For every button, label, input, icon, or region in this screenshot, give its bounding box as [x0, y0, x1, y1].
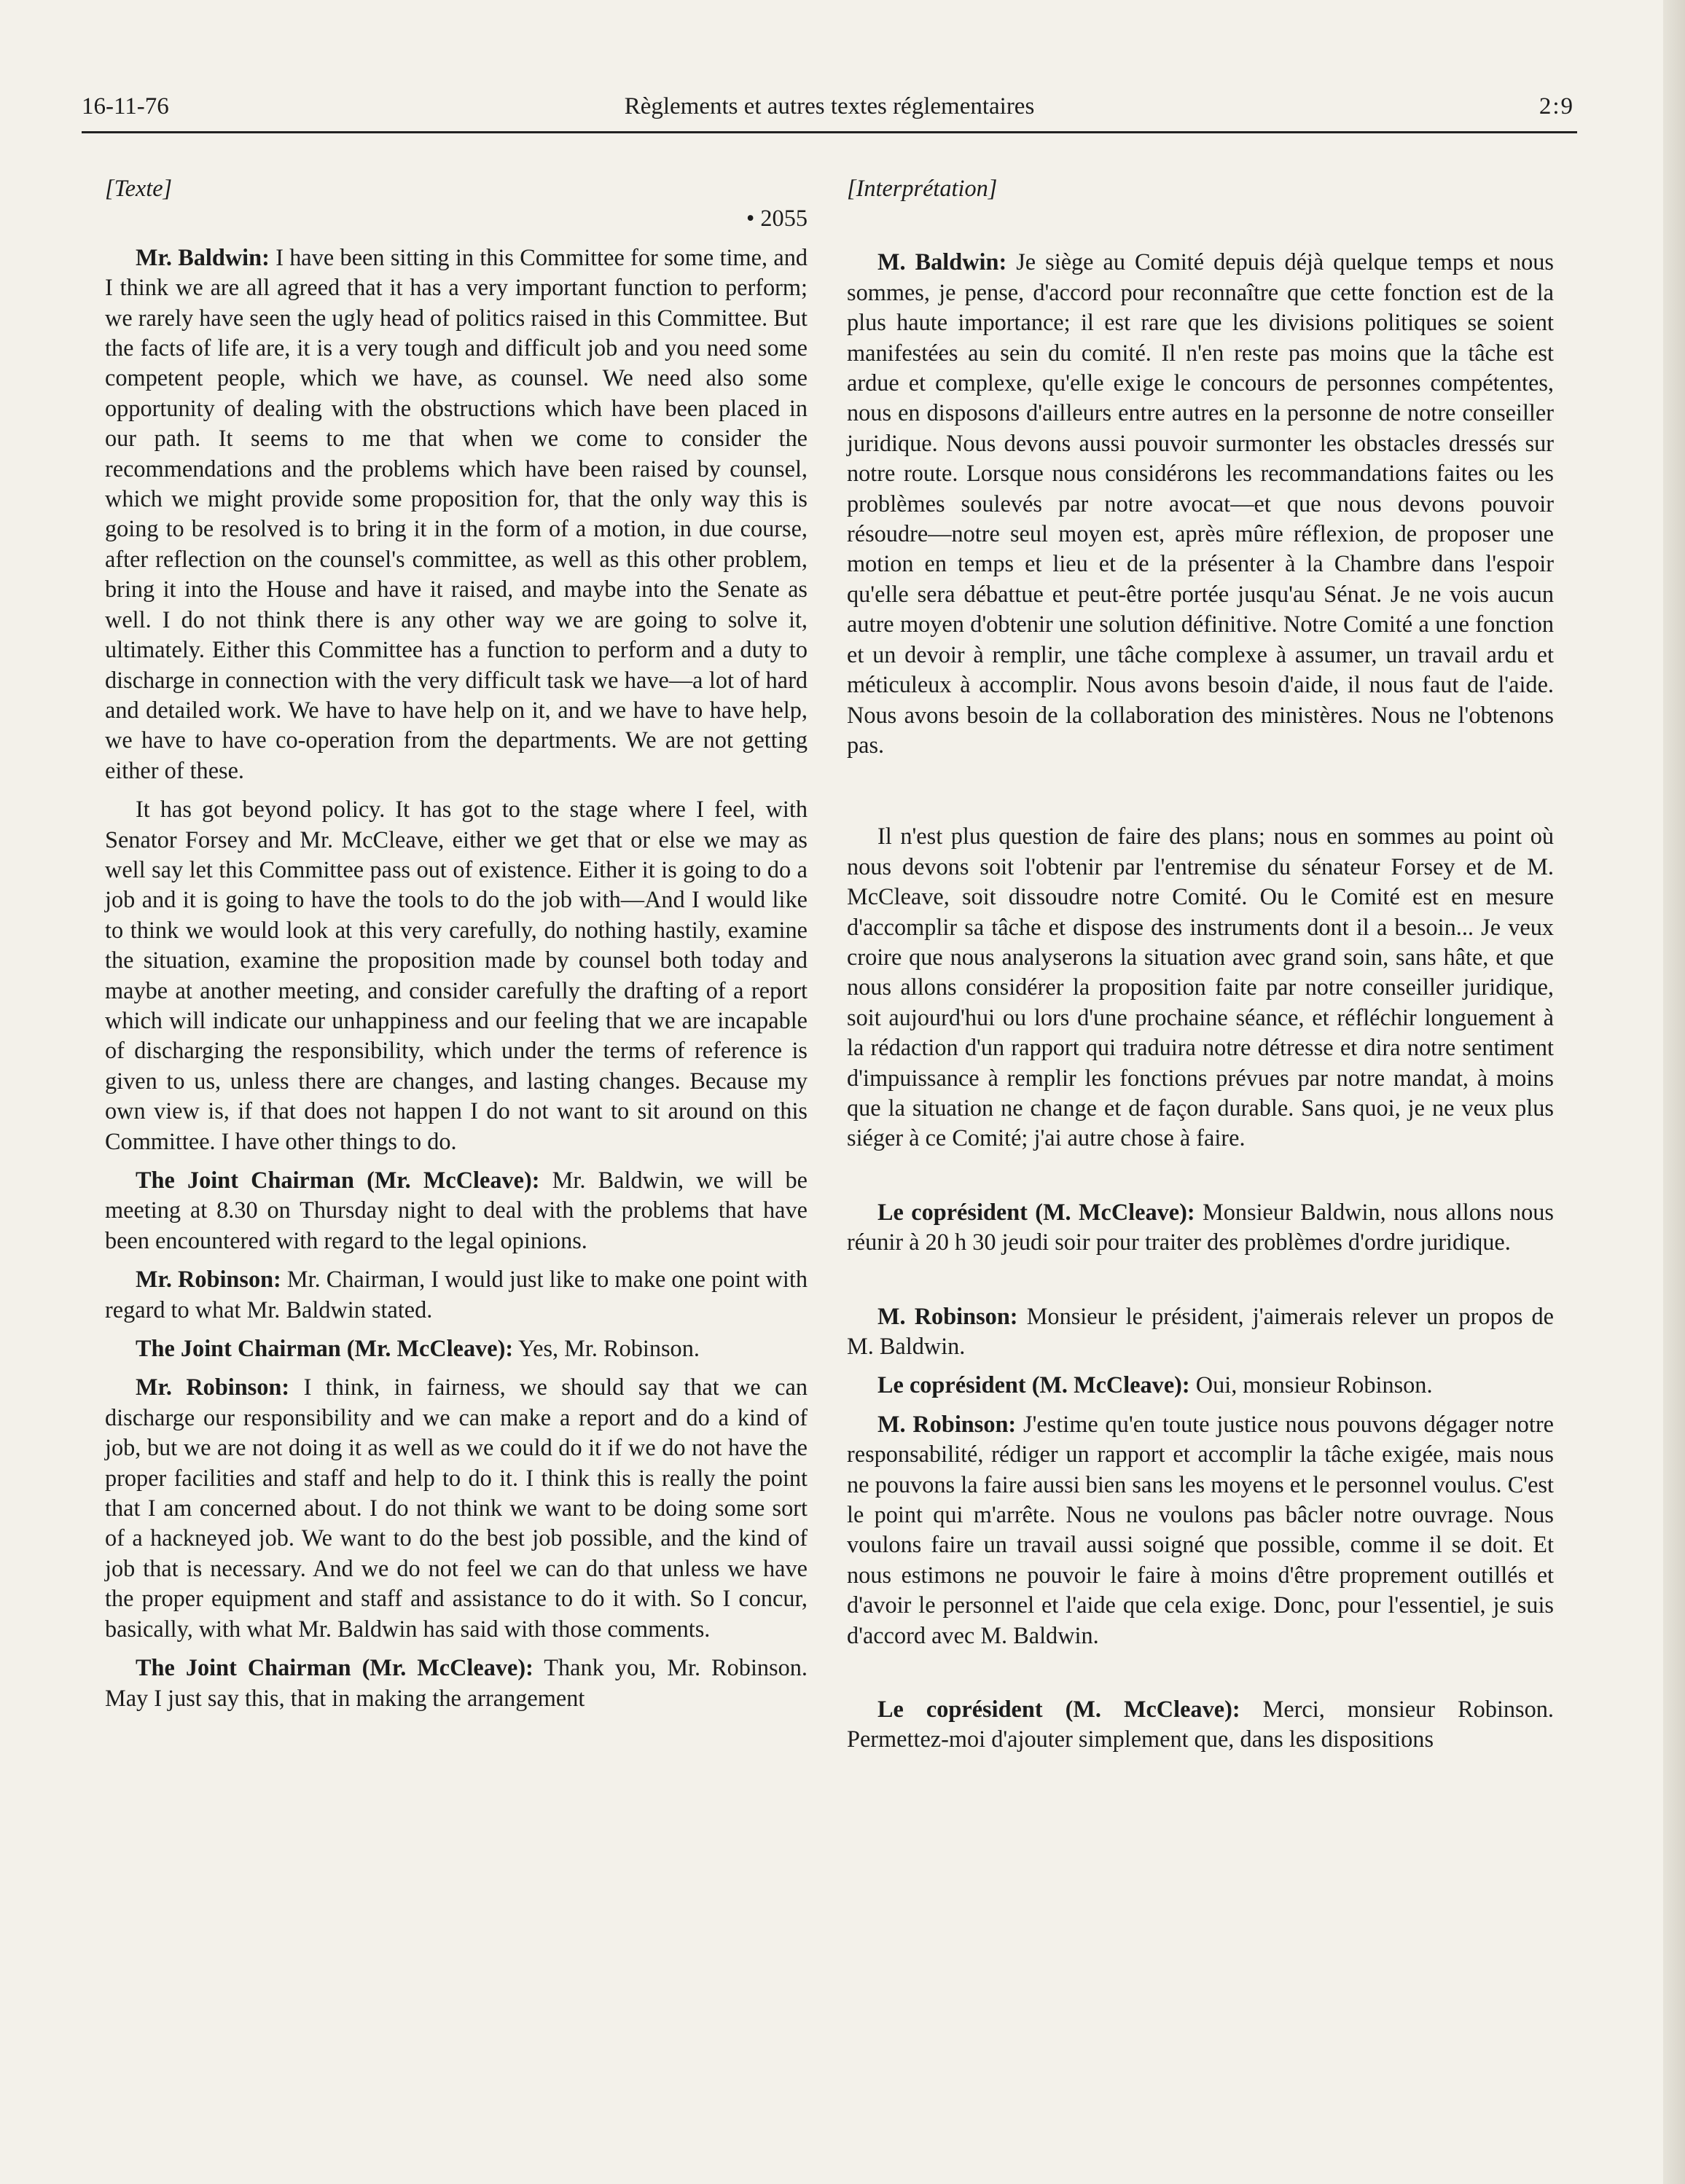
header-date: 16-11-76	[82, 93, 169, 120]
speech-text: Monsieur Baldwin, nous allons nous réunir à 20 h 30 jeudi soir pour traiter des problèmes d'ordre juridique.	[847, 1198, 1555, 1256]
fr-paragraph	[847, 247, 1554, 760]
speaker-name: M. Baldwin:	[877, 248, 1007, 275]
fr-paragraph	[847, 1694, 1554, 1755]
en-paragraph	[105, 1372, 808, 1644]
speaker-name: Le coprésident (M. McCleave):	[877, 1198, 1195, 1225]
en-paragraph	[105, 1165, 808, 1256]
en-paragraph	[105, 243, 808, 786]
header-title: Règlements et autres textes réglementaires	[624, 93, 1035, 120]
en-paragraph	[105, 794, 808, 1156]
section-label-texte: [Texte]	[105, 175, 173, 201]
en-paragraph	[105, 1653, 808, 1713]
section-label-interpretation: [Interprétation]	[847, 175, 998, 201]
speech-text: It has got beyond policy. It has got to the stage where I feel, with Senator Forsey and Mr. McCleave, either we get that or else we may as well say let this Committee pass out of existence. Either it is going to do a job and it is going to have the tools to do the job with—And I would like to think we would look at this very carefully, do nothing hastily, examine the situation, examine the proposition made by counsel both today and maybe at another meeting, and consider carefully the drafting of a report which will indicate our unhappiness and our feeling that we are incapable of discharging the responsibility, which under the terms of reference is given to us, unless there are changes, and lasting changes. Because my own view is, if that does not happen I do not want to sit around on this Committee. I have other things to do.	[105, 796, 808, 1154]
speaker-name: Le coprésident (M. McCleave):	[877, 1371, 1190, 1398]
en-paragraph	[105, 1334, 808, 1363]
french-column	[847, 173, 1554, 1755]
speech-text: Je siège au Comité depuis déjà quelque temps et nous sommes, je pense, d'accord pour reconnaître que cette fonction est de la plus haute importance; il est rare que les divisions politiques se soient manifestées au sein du comité. Il n'en reste pas moins que la tâche est ardue et complexe, qu'elle exige le concours de personnes compétentes, nous en disposons d'ailleurs entre autres en la personne de notre conseiller juridique. Nous devons aussi pouvoir surmonter les obstacles dressés sur notre route. Lorsque nous considérons les recommandations faites ou les problèmes soulevés par notre avocat—et que nous devons pouvoir résoudre—notre seul moyen est, après mûre réflexion, de proposer une motion en temps et lieu et de la présenter à la Chambre dans l'espoir qu'elle sera débattue et peut-être portée jusqu'au Sénat. Je ne vois aucun autre moyen d'obtenir une solution définitive. Notre Comité a une fonction et un devoir à remplir, une tâche complexe à assumer, un travail ardu et méticuleux à accomplir. Nous avons besoin d'aide, il nous faut de l'aide. Nous avons besoin de la collaboration des ministères. Nous ne l'obtenons pas.	[847, 248, 1554, 758]
header-page-number: 2:9	[1539, 93, 1574, 120]
english-column	[105, 173, 808, 1713]
fr-paragraph	[847, 1409, 1554, 1651]
en-paragraph	[105, 1264, 808, 1325]
speech-text: Thank you, Mr. Robinson. May I just say this, that in making the arrangement	[105, 1654, 808, 1711]
speaker-name: Mr. Baldwin:	[136, 243, 270, 270]
speech-text: Mr. Baldwin, we will be meeting at 8.30 on Thursday night to deal with the problems that have been encountered with regard to the legal opinions.	[105, 1167, 808, 1253]
fr-paragraph	[847, 1197, 1554, 1258]
speaker-name: The Joint Chairman (Mr. McCleave):	[136, 1167, 540, 1193]
speaker-name: Mr. Robinson:	[136, 1374, 290, 1401]
time-marker: • 2055	[746, 205, 808, 232]
speaker-name: M. Robinson:	[877, 1410, 1017, 1437]
speech-text: Monsieur le président, j'aimerais relever un propos de M. Baldwin.	[847, 1302, 1555, 1359]
fr-paragraph	[847, 1370, 1554, 1400]
fr-paragraph	[847, 821, 1554, 1153]
speech-text: I think, in fairness, we should say that we can discharge our responsibility and we can make a report and do a kind of job, but we are not doing it as well as we could do it if we do not have the proper facilities and staff and help to do it. I think this is really the point that I am concerned about. I do not think we want to be doing some sort of a hackneyed job. We want to do the best job possible, and the kind of job that is necessary. And we do not feel we can do that unless we have the proper equipment and staff and assistance to do it with. So I concur, basically, with what Mr. Baldwin has said with those comments.	[105, 1374, 808, 1642]
speech-text: Mr. Chairman, I would just like to make one point with regard to what Mr. Baldwin stated.	[105, 1266, 808, 1323]
speaker-name: Le coprésident (M. McCleave):	[877, 1696, 1240, 1723]
speech-text: I have been sitting in this Committee for some time, and I think we are all agreed that it has a very important function to perform; we rarely have seen the ugly head of politics raised in this Committee. But the facts of life are, it is a very tough and difficult job and you need some competent people, which we have, as counsel. We need also some opportunity of dealing with the obstructions which have been placed in our path. It seems to me that when we come to consider the recommendations and the problems which have been raised by counsel, which we might provide some proposition for, that the only way this is going to be resolved is to bring it in the form of a motion, in due course, after reflection on the counsel's committee, as well as this other problem, bring it into the House and have it raised, and maybe into the Senate as well. I do not think there is any other way we are going to solve it, ultimately. Either this Committee has a function to perform and a duty to discharge in connection with the very difficult task we have—a lot of hard and detailed work. We have to have help on it, and we have to have help, we have to have co-operation from the departments. We are not getting either of these.	[105, 243, 808, 783]
running-header	[82, 93, 1577, 133]
speech-text: Il n'est plus question de faire des plans; nous en sommes au point où nous devons soit l'obtenir par l'entremise du sénateur Forsey et de M. McCleave, soit dissoudre notre Comité. Ou le Comité est en mesure d'accomplir sa tâche et dispose des instruments dont il a besoin... Je veux croire que nous analyserons la situation avec grand soin, sans hâte, et que nous allons considérer la proposition faite par notre conseiller juridique, soit aujourd'hui ou lors d'une prochaine séance, et réfléchir longuement à la rédaction d'un rapport qui traduira notre détresse et dira notre sentiment d'impuissance à remplir les fonctions prévues par notre mandat, à moins que la situation ne change et de façon durable. Sans quoi, je ne veux plus siéger à ce Comité; j'ai autre chose à faire.	[847, 823, 1554, 1151]
fr-paragraph	[847, 1302, 1554, 1362]
speech-text: Oui, monsieur Robinson.	[1189, 1371, 1433, 1398]
speaker-name: M. Robinson:	[877, 1302, 1018, 1329]
page-edge	[1663, 0, 1685, 2184]
speaker-name: The Joint Chairman (Mr. McCleave):	[136, 1335, 514, 1362]
speech-text: Yes, Mr. Robinson.	[513, 1335, 700, 1362]
speech-text: Merci, monsieur Robinson. Permettez-moi d'ajouter simplement que, dans les dispositions	[847, 1696, 1554, 1753]
speech-text: J'estime qu'en toute justice nous pouvons dégager notre responsabilité, rédiger un rapport et accomplir la tâche exigée, mais nous ne pouvons la faire aussi bien sans les moyens et le personnel voulus. C'est le point qui m'arrête. Nous ne voulons pas bâcler notre ouvrage. Nous voulons faire un travail aussi soigné que possible, comme il se doit. Et nous estimons ne pouvoir le faire à moins d'être proprement outillés et d'avoir le personnel et l'aide que cela exige. Donc, pour l'essentiel, je suis d'accord avec M. Baldwin.	[847, 1410, 1554, 1648]
speaker-name: Mr. Robinson:	[136, 1266, 281, 1293]
speaker-name: The Joint Chairman (Mr. McCleave):	[136, 1654, 533, 1681]
